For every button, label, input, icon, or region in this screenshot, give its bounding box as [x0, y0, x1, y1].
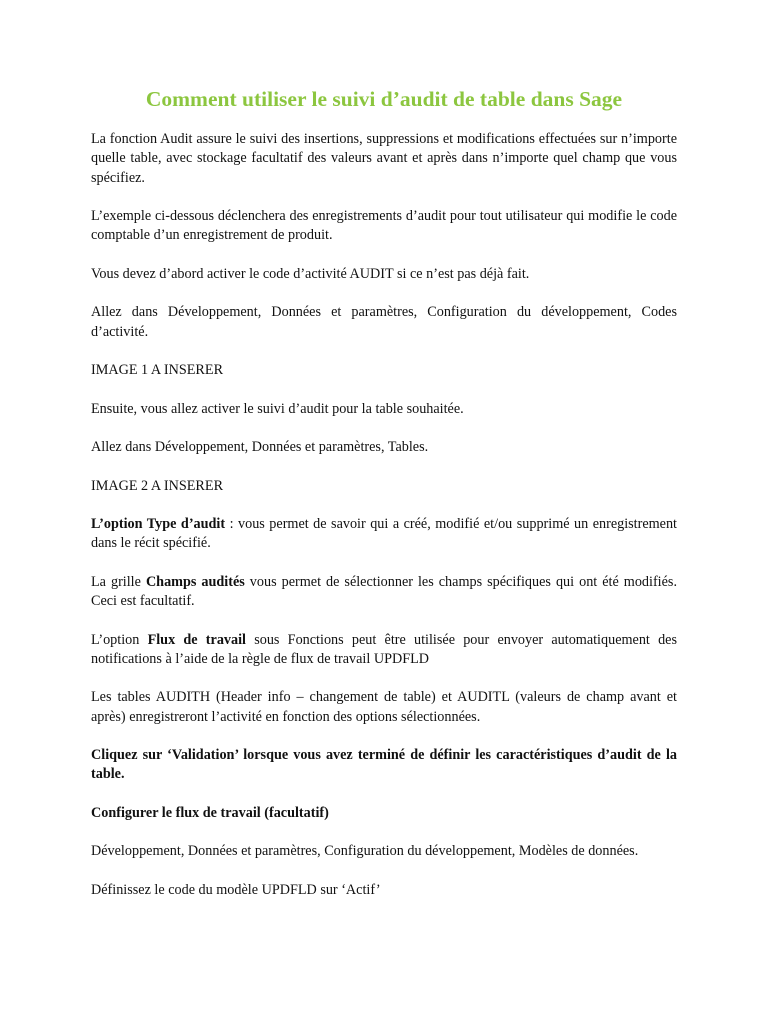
audit-type-term: L’option Type d’audit [91, 516, 226, 533]
audited-fields-prefix: La grille [91, 573, 146, 590]
document-title: Comment utiliser le suivi d’audit de table dans Sage [145, 87, 623, 111]
paragraph-navigation-tables: Allez dans Développement, Données et paramètres, Tables. [91, 439, 429, 456]
paragraph-example: L’exemple ci-dessous déclenchera des enregistrements d’audit pour tout utilisateur qui modifie le code comptable d’un enregistrement de produit. [91, 208, 677, 244]
workflow-option-prefix: L’option [91, 631, 148, 648]
paragraph-activate-audit: Ensuite, vous allez activer le suivi d’audit pour la table souhaitée. [91, 400, 464, 417]
section-heading-workflow [91, 804, 677, 823]
document-body [91, 130, 677, 919]
paragraph-audit-tables: Les tables AUDITH (Header info – changement de table) et AUDITL (valeurs de champ avant et après) enregistreront l’activité en fonction des options sélectionnées. [91, 689, 677, 725]
paragraph-workflow-option [91, 631, 677, 670]
paragraph-activate-code: Vous devez d’abord activer le code d’activité AUDIT si ce n’est pas déjà fait. [91, 265, 530, 282]
image-placeholder-1: IMAGE 1 A INSERER [91, 362, 224, 379]
audited-fields-term: Champs audités [145, 573, 245, 590]
workflow-option-term: Flux de travail [147, 631, 246, 648]
paragraph-intro: La fonction Audit assure le suivi des insertions, suppressions et modifications effectuées sur n’importe quelle table, avec stockage facultatif des valeurs avant et après dans n’importe quel champ que vous spécifiez. [91, 131, 677, 186]
paragraph-audit-type [91, 515, 677, 554]
paragraph-audited-fields [91, 573, 677, 612]
audited-fields-description: vous permet de sélectionner les champs spécifiques qui ont été modifiés. Ceci est facultatif. [91, 573, 677, 610]
validation-instruction: Cliquez sur ‘Validation’ lorsque vous avez terminé de définir les caractéristiques d’audit de la table. [91, 747, 677, 783]
image-placeholder-2: IMAGE 2 A INSERER [91, 477, 224, 494]
paragraph-set-model-active: Définissez le code du modèle UPDFLD sur ‘Actif’ [91, 881, 381, 898]
paragraph-navigation-models: Développement, Données et paramètres, Configuration du développement, Modèles de données. [91, 843, 639, 860]
paragraph-validation [91, 746, 677, 785]
paragraph-navigation-codes: Allez dans Développement, Données et paramètres, Configuration du développement, Codes d’activité. [91, 304, 677, 340]
workflow-option-description: sous Fonctions peut être utilisée pour envoyer automatiquement des notifications à l’aide de la règle de flux de travail UPDFLD [91, 631, 677, 667]
workflow-heading-text: Configurer le flux de travail (facultatif) [91, 804, 329, 821]
audit-type-description: : vous permet de savoir qui a créé, modifié et/ou supprimé un enregistrement dans le récit spécifié. [91, 516, 678, 552]
